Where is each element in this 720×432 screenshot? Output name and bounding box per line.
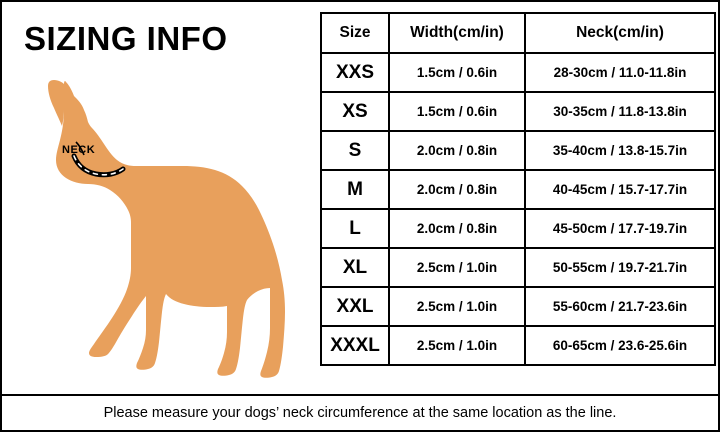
cell-neck: 35-40cm / 13.8-15.7in [525,131,715,170]
left-panel [2,2,312,394]
table-row [321,170,715,209]
cell-neck: 55-60cm / 21.7-23.6in [525,287,715,326]
cell-size: XS [321,92,389,131]
dog-body-shape [48,80,285,378]
cell-width: 2.5cm / 1.0in [389,287,525,326]
table-row [321,92,715,131]
cell-size: XL [321,248,389,287]
column-header-size: Size [321,13,389,53]
column-header-neck: Neck(cm/in) [525,13,715,53]
cell-neck: 60-65cm / 23.6-25.6in [525,326,715,365]
cell-width: 2.0cm / 0.8in [389,170,525,209]
cell-width: 2.5cm / 1.0in [389,326,525,365]
cell-neck: 50-55cm / 19.7-21.7in [525,248,715,287]
cell-neck: 30-35cm / 11.8-13.8in [525,92,715,131]
table-row [321,131,715,170]
table-row [321,326,715,365]
cell-width: 2.5cm / 1.0in [389,248,525,287]
cell-width: 1.5cm / 0.6in [389,53,525,92]
dog-silhouette-svg [16,80,306,380]
cell-size: XXS [321,53,389,92]
table-header-row [321,13,715,53]
table-row [321,53,715,92]
cell-width: 2.0cm / 0.8in [389,209,525,248]
dog-illustration [16,80,306,380]
cell-neck: 28-30cm / 11.0-11.8in [525,53,715,92]
cell-width: 2.0cm / 0.8in [389,131,525,170]
column-header-width: Width(cm/in) [389,13,525,53]
cell-size: XXL [321,287,389,326]
neck-label: NECK [62,144,96,156]
cell-neck: 40-45cm / 15.7-17.7in [525,170,715,209]
footer-note: Please measure your dogs’ neck circumference at the same location as the line. [103,405,617,421]
cell-width: 1.5cm / 0.6in [389,92,525,131]
table-row [321,248,715,287]
cell-size: S [321,131,389,170]
cell-neck: 45-50cm / 17.7-19.7in [525,209,715,248]
cell-size: L [321,209,389,248]
size-table [320,12,716,366]
cell-size: XXXL [321,326,389,365]
table-row [321,209,715,248]
page-title: SIZING INFO [24,20,228,57]
table-row [321,287,715,326]
cell-size: M [321,170,389,209]
